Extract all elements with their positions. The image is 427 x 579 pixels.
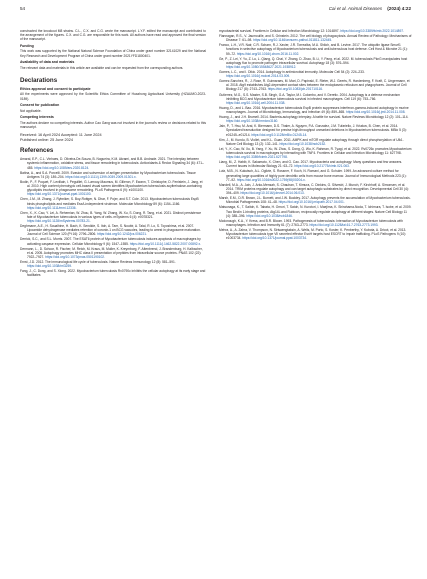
reference-item — [219, 219, 412, 227]
reference-doi-link[interactable]: https://doi.org/10.1080/15548627.2021.1938912. — [226, 64, 297, 69]
competing-interests-heading: Competing interests — [20, 115, 54, 120]
reference-doi-link[interactable]: https://doi.org/10.1016/j.devcel.2014.06.013. — [240, 191, 305, 196]
reference-item — [219, 29, 412, 33]
reference-item — [219, 79, 412, 91]
journal-meta: (2024) 4:22 — [387, 6, 411, 11]
funding-heading: Funding — [20, 44, 34, 49]
reference-doi-link[interactable]: https://doi.org/10.1128/mBio.01245-14. — [251, 132, 308, 137]
reference-text: Flannagan, R.S., V. Jaumouille, and S. Grinstein. 2012. The cell biology of phagocytosis. Annual Review of Pathology: Mechanisms of Disease 7: 61–98. — [219, 34, 412, 43]
reference-doi-link[interactable]: https://doi.org/10.1038/ncb1846. — [246, 213, 293, 218]
reference-doi-link[interactable]: https://doi.org/10.1016/j.cell.2004.11.038. — [226, 100, 286, 105]
received-accepted-dates: Received: 16 April 2024 Accepted: 11 June 2024 — [20, 133, 102, 138]
reference-text: Chen, X., K. Cao, Y. Lei, A. Rehemian, W. Zhou, B. Yang, W. Zhang, W. Xu, S. Dong, R. Tang, et al. 2021. Distinct persistence fate of Mycobacterium tuberculosis in various types of cells. mSystems 6 (4): e0078321. — [20, 210, 202, 219]
reference-doi-link[interactable]: https://doi.org/10.1016/j.chom.2016.11.002. — [236, 51, 300, 56]
reference-item — [219, 205, 412, 217]
ethics-heading: Ethics approval and consent to participate — [20, 86, 91, 91]
reference-item — [219, 228, 412, 240]
reference-doi-link[interactable]: https://doi.org/10.1371/journal.ppat.1001100. — [27, 192, 92, 197]
reference-text: Mandell, M.A., A. Jain, J. Arko-Mensah, S. Chauhan, T. Kimura, C. Dinkins, G. Silvestri, J. Munch, F. Kirchhoff, A. Simonsen, et al. 2014. TRIM proteins regulate autophagy and can target autophagic substrates by direct recognition. Developmental Cell 30 (4): 394–409. — [219, 182, 409, 196]
reference-item — [219, 93, 412, 105]
reference-doi-link[interactable]: https://doi.org/10.1128/mSystems.00783-21. — [27, 219, 91, 224]
reference-doi-link[interactable]: https://doi.org/10.1111/j.1462-5822.2007.00892.x. — [129, 241, 201, 246]
reference-text: Jain, P., T. Hsu, M. Arai, K. Biermann, D.S. Thaler, A. Nguyen, P.A. Gonzalez, J.M. Tufariello, J. Kriakov, B. Chen, et al. 2014. Specialized transduction designed for precise high-throughput unmarked deletions in Mycobacterium tuberculosis. MBio 5 (3): e01245–e01214. — [219, 124, 407, 137]
reference-doi-link[interactable]: https://doi.org/10.1038/nrmicro3160. — [226, 119, 279, 124]
reference-item — [219, 70, 412, 78]
consent-heading: Consent for publication — [20, 103, 60, 108]
reference-text: mycobacterial survival. Frontiers in Cellular and Infection Microbiology 12: 1014897. — [219, 29, 340, 33]
reference-item — [20, 171, 206, 179]
reference-text: Fang, J., C. Dong, and S. Xiong. 2022. Mycobacterium tuberculosis Rv0790c inhibits the cellular autophagy at its early stage and facilitates — [20, 269, 206, 278]
reference-text: Marsh, E.M., D.R. Brown, J.L. Burnett, and J.W. Buckley. 2017. Autophagy prevents the accumulation of Mycobacterium tuberculosis. Microbial Pathogenesis 108: 41–48. — [219, 196, 411, 205]
author-contributions-paragraph: constructed the knockout M8 strains. C.L., C.X. and C.G. wrote the manuscript. L.Y.F. edited the manuscript and contributed to the arrangement of the figures. C.X. and C.G. are responsible for this work. All authors have read and approved the final version of the manuscript. — [20, 29, 206, 42]
competing-interests-text: The authors declare no competing interests. Author Cao Gang was not involved in the journal's review or decisions related to this manuscript. — [20, 120, 206, 129]
availability-text: The relevant data and materials in this article are available and can be requested from the corresponding authors. — [20, 65, 184, 70]
reference-text: Mehra, A., A. Zahra, V. Thompson, N. Sirisaengtaksin, A. Wells, M. Porto, S. Koster, K. Penberthy, Y. Kubota, A. Dricot, et al. 2013. Mycobacterium tuberculosis type VII secreted effector EsxH targets host ESCRT to impair trafficking. PLoS Pathogens 9 (10): e1003734. — [219, 227, 407, 241]
page-header — [20, 6, 411, 16]
reference-text: Derrick, S.C., and S.L. Morris. 2007. The ESAT6 protein of Mycobacterium tuberculosis induces apoptosis of macrophages by activating caspase expression. Cellular Microbiology 9 (6): 1547–1555. — [20, 237, 201, 246]
reference-text: Matsunaga, K., T. Saitoh, K. Tabata, H. Omori, T. Satoh, N. Kurotori, I. Maejima, K. Shirahama-Noda, T. Ichimura, T. Isobe, et al. 2009. Two Beclin 1-binding proteins, Atg14L and Rubicon, reciprocally regulate autophagy at different stages. Nature Cell Biology 11 (4): 385–396. — [219, 205, 412, 218]
reference-item — [219, 169, 412, 181]
reference-text: Huang, D., and L. Bao. 2016. Mycobacterium tuberculosis EspB protein suppresses interferon-gamma-induced autophagy in murine macrophages. Journal of Microbiology, Immunology, and Infection 49 (6): 859–865. — [219, 105, 409, 115]
reference-text: Gomez-Sanchez, R., J. Rose, R. Guimaraes, M. Mari, D. Papinski, E. Rieter, W.J. Geerts, R. Hardenberg, F. Kraft, C. Ungermann, et al. 2018. Atg9 establishes Atg2-dependent contact sites between the endoplasmic reticulum and phagophores. Journal of Cell Biology 217 (8): 2743–2763. — [219, 79, 410, 92]
right-column — [219, 29, 412, 241]
ethics-text: All the experiments were approved by the Scientific Ethics Committee of Huazhong Agricultural University (HZAUMO-2023-0189). — [20, 92, 206, 101]
reference-text: Mcdonough, K.A., Y. Kress, and B.R. Bloom. 1993. Pathogenesis of tuberculosis: Interaction of Mycobacterium tuberculosis with macrophages. Infection and Immunity 61 (7): 2763–2773. — [219, 218, 403, 227]
reference-item — [20, 237, 206, 245]
journal-name: Cai et al. Animal Diseases — [328, 6, 383, 11]
reference-doi-link[interactable]: https://doi.org/10.1146/annurev-pathol-011811-132445. — [253, 38, 333, 43]
reference-text: Liang, M., Z. Habib, K. Sakamoto, X. Chen, and G. Cao. 2017. Mycobacteria and autophagy: Many questions and few answers. Current Issues in Molecular Biology 21: 63–72. — [219, 160, 403, 169]
reference-item — [20, 157, 206, 169]
reference-text: Huang, J., and J.H. Brumell. 2014. Bacteria-autophagy interplay: A battle for survival. Nature Reviews Microbiology 12 (2): 101–114. — [219, 115, 409, 120]
reference-item — [219, 196, 412, 204]
references-heading: References — [20, 147, 54, 155]
reference-item — [20, 211, 206, 223]
availability-heading: Availability of data and materials — [20, 60, 75, 65]
reference-text: Amaral, E.P., C.L. Vinhaes, D. Oliveira-De-Souza, B. Nogueira, K.M. Akrami, and B.B. Andrade. 2021. The interplay between systemic inflammation, oxidative stress, and tissue remodeling in tuberculosis. Antioxidants & Redox Signaling 34 (6): 471–485. — [20, 157, 204, 170]
reference-doi-link[interactable]: https://doi.org/10.1083/jcb.201710116. — [267, 87, 323, 92]
reference-text: Bodin, P., F. Poquet, F. Levillain, I. Peguillet, G. Larrouy-Maumus, M. Gilleron, F. Ewann, T. Christophe, D. Fenistein, J. Jang, et al. 2010. High content phenotypic cell-based visual screen identifies Mycobacterium tuberculosis acyltrehalose-containing glycolipids involved in phagosome remodeling. PLoS Pathogens 6 (9): e1001100. — [20, 179, 203, 193]
page-number: 54 — [20, 6, 26, 11]
reference-text: Batina, A., and S.A. Porcelli. 2009. Evasion and subversion of antigen presentation by Mycobacterium tuberculosis. Tissue Antigens 74 (3): 189–204. — [20, 170, 196, 179]
reference-item — [219, 115, 412, 123]
reference-doi-link[interactable]: https://doi.org/10.21775/cimb.021.063. — [294, 164, 350, 169]
funding-text: This work was supported by the National Natural Science Foundation of China under grant number 32141029 and the National Key Research and Development Program of China under grant number 2021YFD1800401. — [20, 49, 206, 58]
reference-doi-link[interactable]: https://doi.org/10.3389/fcimb.2021.627798. — [226, 155, 288, 160]
declarations-heading: Declarations — [20, 76, 58, 84]
reference-doi-link[interactable]: https://doi.org/10.1016/j.micpath.2017.04.001. — [278, 200, 345, 205]
reference-text: Kim, J., M. Kundu, B. Viollet, and K.L. Guan. 2011. AMPK and mTOR regulate autophagy through direct phosphorylation of Ulk1. Nature Cell Biology 13 (2): 132–141. — [219, 137, 404, 146]
reference-item — [20, 247, 206, 259]
reference-doi-link[interactable]: https://doi.org/10.3389/fcimb.2022.1014897. — [340, 29, 405, 33]
publication-dates — [20, 133, 206, 142]
reference-item — [20, 260, 206, 268]
published-date: Published online: 25 June 2024 — [20, 137, 73, 142]
reference-doi-link[interactable]: https://doi.org/10.1242/jcs.006221. — [97, 232, 147, 237]
reference-item — [219, 34, 412, 42]
reference-text: Dermann, L., D. Schoor, R. Fischer, M. Reich, M. Kraus, M. Muller, K. Kreymborg, F. Altenbrend, J. Brandenburg, H. Kalbacher, et al. 2005. Autophagy promotes MHC class II presentation of peptides from intracellular source proteins. PNAS 102 (22): 7922–7927. — [20, 246, 203, 259]
reference-doi-link[interactable]: https://doi.org/10.1038/nri3259. — [27, 264, 72, 269]
left-column — [20, 29, 206, 278]
reference-item — [219, 147, 412, 159]
reference-doi-link[interactable]: https://doi.org/10.1016/j.molcel.2014.03.009. — [226, 74, 291, 79]
references-list-left — [20, 157, 206, 277]
reference-item — [219, 124, 412, 136]
reference-doi-link[interactable]: https://doi.org/10.1111/mmi.12336. — [27, 205, 77, 210]
reference-doi-link[interactable]: https://doi.org/10.1016/j.jmii.2014.11.008. — [346, 110, 406, 115]
reference-doi-link[interactable]: https://doi.org/10.1016/s0022-1759(98)00204-x. — [236, 177, 306, 182]
reference-text: Gomes, L.C., and I. Dikic. 2014. Autophagy in antimicrobial immunity. Molecular Cell 54 (2): 224–233. — [219, 69, 365, 74]
reference-item — [219, 106, 412, 114]
reference-text: Franco, L.H., V.R. Nair, C.R. Scharn, R.J. Xavier, J.R. Torrealba, M.U. Shiloh, and B. Levine. 2017. The ubiquitin ligase Smurf1 functions in selective autophagy of Mycobacterium tuberculosis and anti-tuberculous host defense. Cell Host & Microbe 21 (1): 59–72. — [219, 43, 408, 56]
running-head — [329, 6, 411, 11]
reference-text: Ge, P., Z. Lei, Y. Yu, Z. Lu, L. Qiang, Q. Chai, Y. Zhang, D. Zhao, B. Li, Y. Pang, et al. 2022. M. tuberculosis PknG manipulates host autophagy flux to promote pathogen intracellular survival. Autophagy 18 (3): 576–594. — [219, 56, 408, 65]
reference-doi-link[interactable]: https://doi.org/10.1371/journal.ppat.1003734. — [242, 236, 307, 241]
reference-doi-link[interactable]: https://doi.org/10.1073/pnas.0501190102. — [45, 254, 106, 259]
reference-item — [20, 180, 206, 197]
references-list-right — [219, 29, 412, 240]
reference-text: Ernst, J.D. 2012. The immunological life cycle of tuberculosis. Nature Reviews Immunology 12 (8): 581–591. — [20, 260, 176, 265]
reference-item — [20, 269, 206, 277]
reference-item — [20, 224, 206, 236]
reference-item — [20, 197, 206, 209]
reference-text: Chen, J.M., M. Zhang, J. Rybniker, S. Boy-Rottger, N. Dhar, F. Pojer, and S.T. Cole. 2013. Mycobacterium tuberculosis EspB binds phospholipids and mediates EsxA-independent virulence. Molecular Microbiology 89 (6): 1154–1166. — [20, 197, 199, 206]
reference-item — [219, 43, 412, 55]
reference-doi-link[interactable]: https://doi.org/10.1038/ncb2152. — [279, 141, 327, 146]
reference-item — [219, 57, 412, 69]
reference-text: Lei, Y., K. Cao, W. Xu, B. Yang, Y. Xu, W. Zhou, S. Dong, Q. Wu, K. Rahman, R. Tyagi, et al. 2022. Rv0726c promotes Mycobacterium tuberculosis survival in macrophages by interacting with TNF4. Frontiers in Cellular and Infection Microbiology 11: 627798. — [219, 146, 412, 156]
reference-doi-link[interactable]: https://doi.org/10.1089/ars.2020.8124. — [34, 165, 90, 170]
reference-text: Deghmane, A.E., H. Soualhine, H. Bach, K. Sendide, S. Itoh, A. Tam, S. Noubir, A. Talal, R. Lo, S. Toyoshima, et al. 2007. Lipoamide dehydrogenase mediates retention of coronin-1 on BCG vacuoles, leading to arrest in phagosome maturation. Journal of Cell Science 120 (Pt 16): 2796–2806. — [20, 224, 201, 237]
reference-doi-link[interactable]: https://doi.org/10.1128/iai.61.7.2763-2773.1993. — [309, 222, 379, 227]
reference-text: Gutierrez, M.G., S.S. Master, S.B. Singh, G.A. Taylor, M.I. Colombo, and V. Deretic. 2004. Autophagy is a defense mechanism inhibiting BCG and Mycobacterium tuberculosis survival in infected macrophages. Cell 119 (6): 753–766. — [219, 92, 401, 101]
reference-item — [219, 183, 412, 195]
reference-item — [219, 138, 412, 146]
consent-text: Not applicable. — [20, 108, 42, 113]
reference-doi-link[interactable]: https://doi.org/10.1111/j.1399-0039.2009.01301.x. — [65, 174, 137, 179]
reference-text: Lutz, M.B., N. Kukutsch, A.L. Ogilvie, S. Rossner, F. Koch, N. Romani, and G. Schuler. 1999. An advanced culture method for generating large quantities of highly pure dendritic cells from mouse bone marrow. Journal of Immunological Methods 223 (1): 77–92. — [219, 169, 407, 182]
reference-item — [219, 160, 412, 168]
